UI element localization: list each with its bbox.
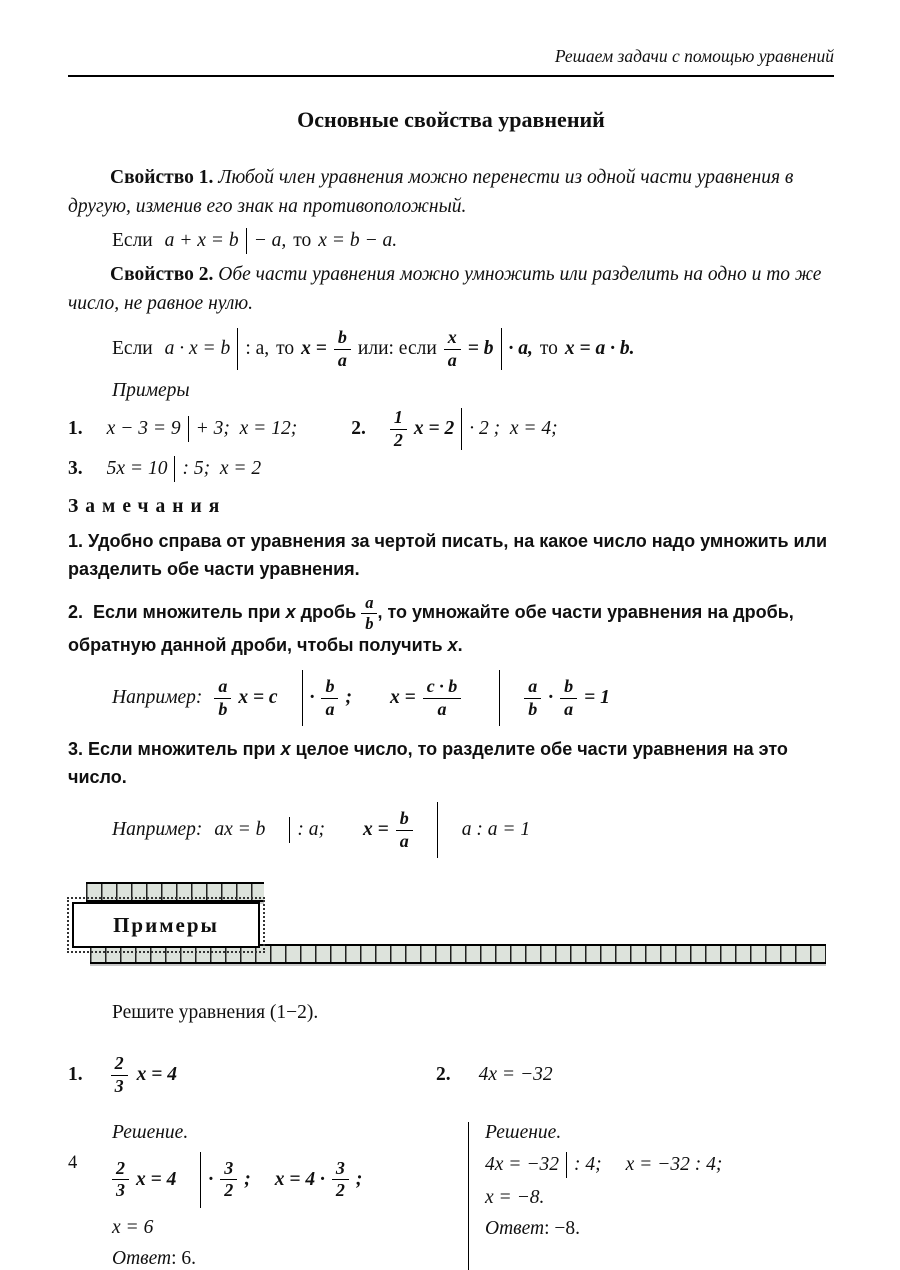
solution-result: x = −8. (485, 1186, 545, 1208)
eq-math: a · x = b (164, 338, 231, 359)
fraction (214, 677, 231, 719)
eq-math: x = 2 (413, 418, 455, 439)
eq-word: Если (112, 338, 158, 359)
fraction-denominator: a (399, 830, 409, 851)
fraction-numerator: b (396, 809, 413, 830)
solution-result: x = 6 (112, 1216, 154, 1238)
solution-title: Решение. (112, 1121, 189, 1143)
fraction-numerator: 2 (111, 1054, 128, 1075)
fraction (390, 408, 407, 450)
divider-bar-icon (437, 802, 438, 858)
eq-math: x = 4 (136, 1168, 177, 1190)
remark3-example-equation (68, 802, 834, 858)
fraction-numerator: b (321, 677, 338, 698)
fraction-denominator: a (447, 349, 457, 370)
examples-banner (68, 882, 834, 978)
eq-math: · (208, 1168, 214, 1190)
eq-label: Например: (112, 687, 208, 709)
divider-bar-icon (174, 456, 175, 482)
remarks-heading: Замечания (68, 496, 227, 517)
fraction-numerator: a (361, 594, 377, 614)
note-math: x (280, 739, 291, 760)
solution-1 (68, 1122, 468, 1270)
solution-2-equation (485, 1152, 834, 1178)
note-text: . (457, 635, 463, 656)
eq-math: x = (389, 687, 416, 709)
eq-math: x = −32 : 4; (625, 1153, 723, 1175)
eq-word: или: если (357, 338, 437, 359)
property1-equation (68, 228, 834, 254)
eq-math: ; (355, 1168, 363, 1190)
fraction (334, 328, 351, 370)
divider-bar-icon (302, 670, 303, 726)
fraction (444, 328, 461, 370)
eq-label: Например: (112, 819, 208, 841)
fraction-denominator: b (528, 698, 538, 719)
eq-math: x − 3 = 9 (106, 418, 181, 439)
eq-math: x = b − a. (318, 229, 398, 251)
fraction-denominator: b (218, 698, 228, 719)
fraction-numerator: 2 (112, 1159, 129, 1180)
divider-bar-icon (188, 416, 189, 442)
eq-math: a : a = 1 (461, 819, 531, 841)
eq-math: x = 4 (136, 1064, 177, 1086)
page-title: Основные свойства уравнений (297, 107, 605, 132)
fraction-numerator: c · b (423, 677, 462, 698)
running-head-text: Решаем задачи с помощью уравнений (554, 46, 834, 66)
eq-math: · (309, 687, 315, 709)
examples-heading (68, 380, 834, 402)
eq-math: · a, (508, 338, 533, 359)
remark-note-2 (68, 594, 834, 661)
solution-answer (112, 1248, 468, 1270)
eq-math: x = (301, 338, 327, 359)
example-number: 1. (68, 418, 83, 439)
eq-math: x = (363, 819, 389, 841)
eq-math: · (548, 687, 554, 709)
fraction-numerator: x (444, 328, 461, 349)
fraction-denominator: 2 (393, 429, 403, 450)
examples-line-1 (68, 408, 834, 450)
eq-math: x = 4 · (274, 1168, 325, 1190)
fraction-denominator: a (337, 349, 347, 370)
fraction (111, 1054, 128, 1096)
eq-math: : 4; (573, 1153, 602, 1175)
answer-value: : −8. (544, 1217, 581, 1239)
note-text: дробь (295, 601, 362, 622)
solution-1-equation (112, 1152, 468, 1208)
eq-math: ; (345, 687, 352, 709)
eq-math: 4x = −32 (485, 1153, 559, 1175)
page-number: 4 (68, 1153, 78, 1173)
examples-heading-label: Примеры (112, 380, 190, 401)
remark-note-1: 1. Удобно справа от уравнения за чертой писать, на какое число надо умножить или разделить обе части уравнения. (68, 531, 828, 579)
eq-math: : a; (297, 819, 326, 841)
fraction (396, 809, 413, 851)
divider-bar-icon (501, 328, 502, 370)
fraction-denominator: a (564, 698, 574, 719)
property1-body: Любой член уравнения можно перенести из одной части уравнения в другую, изменив его знак на противоположный. (68, 167, 799, 218)
fraction-numerator: 1 (390, 408, 407, 429)
solution-answer (485, 1218, 834, 1240)
fraction-denominator: b (365, 613, 374, 633)
answer-label: Ответ (112, 1247, 172, 1269)
eq-math: ; (244, 1168, 251, 1190)
fraction (560, 677, 577, 719)
examples-banner-box (72, 902, 260, 948)
property2-paragraph (68, 260, 834, 319)
eq-math: a + x = b (164, 229, 239, 251)
divider-bar-icon (289, 817, 290, 843)
solution-2 (468, 1122, 834, 1270)
fraction-numerator: a (524, 677, 541, 698)
fraction-denominator: 3 (114, 1075, 124, 1096)
property2-body: Обе части уравнения можно умножить или разделить на одно и то же число, не равное нулю. (68, 263, 827, 314)
fraction (361, 594, 377, 633)
fraction (112, 1159, 129, 1201)
example-number: 2. (351, 418, 366, 439)
problem-number: 2. (436, 1064, 451, 1086)
eq-math: ax = b (214, 819, 266, 841)
divider-bar-icon (237, 328, 238, 370)
fraction (332, 1159, 349, 1201)
fraction-numerator: a (214, 677, 231, 698)
remark2-example-equation (68, 670, 834, 726)
solution-title: Решение. (485, 1121, 562, 1143)
eq-math: = 1 (584, 687, 610, 709)
fraction-numerator: 3 (332, 1159, 349, 1180)
eq-math: − a, (253, 229, 287, 251)
note-text: 3. Если множитель при (68, 739, 281, 760)
eq-math: : 5; x = 2 (182, 458, 262, 479)
eq-math: = b (467, 338, 494, 359)
eq-word: то (539, 338, 558, 359)
divider-bar-icon (200, 1152, 201, 1208)
problem-number: 1. (68, 1064, 83, 1086)
remark-note-3 (68, 736, 834, 792)
fraction-denominator: a (325, 698, 335, 719)
fraction-numerator: 3 (220, 1159, 237, 1180)
solutions-block (68, 1122, 834, 1270)
fraction (220, 1159, 237, 1201)
eq-math: x = c (238, 687, 278, 709)
eq-word: то (276, 338, 295, 359)
divider-bar-icon (566, 1152, 567, 1178)
property2-equation (68, 328, 834, 370)
divider-bar-icon (461, 408, 462, 450)
fraction-numerator: b (560, 677, 577, 698)
answer-label: Ответ (485, 1217, 545, 1239)
example-number: 3. (68, 458, 83, 479)
note-math: x (447, 635, 458, 656)
eq-math: x = a · b. (564, 338, 635, 359)
property2-label: Свойство 2. (110, 263, 214, 285)
divider-bar-icon (499, 670, 500, 726)
divider-bar-icon (246, 228, 247, 254)
fraction-denominator: 3 (116, 1180, 125, 1201)
problem-1 (68, 1054, 436, 1096)
problems-row (68, 1054, 834, 1096)
fraction-denominator: a (437, 698, 447, 719)
problem-2 (436, 1054, 553, 1096)
property1-label: Свойство 1. (110, 167, 214, 188)
note-text: , то умножайте обе части уравнения на дробь, обратную данной дроби, чтобы получить (68, 601, 799, 656)
property1-paragraph (68, 163, 834, 222)
eq-text: : a, (245, 338, 270, 359)
eq-math: 5x = 10 (106, 458, 168, 479)
eq-math: · 2 ; x = 4; (469, 418, 558, 439)
note-math: x (285, 601, 296, 622)
note-text: целое число, то разделите обе части уравнения на это число. (68, 739, 793, 788)
examples-banner-label: Примеры (113, 912, 219, 937)
eq-word: то (293, 229, 312, 251)
examples-line-2 (68, 456, 834, 482)
eq-math: + 3; x = 12; (195, 418, 298, 439)
note-text: 2. Если множитель при (68, 601, 286, 622)
fraction (524, 677, 541, 719)
fraction (321, 677, 338, 719)
fraction-denominator: 2 (335, 1180, 345, 1201)
film-strip-top-icon (86, 882, 264, 902)
answer-value: : 6. (171, 1247, 197, 1269)
fraction-denominator: 2 (224, 1180, 234, 1201)
eq-word: Если (112, 229, 158, 251)
fraction (423, 677, 462, 719)
fraction-numerator: b (334, 328, 351, 349)
eq-math: 4x = −32 (478, 1064, 553, 1086)
running-head (68, 46, 834, 77)
task-intro: Решите уравнения (1−2). (112, 1002, 319, 1024)
